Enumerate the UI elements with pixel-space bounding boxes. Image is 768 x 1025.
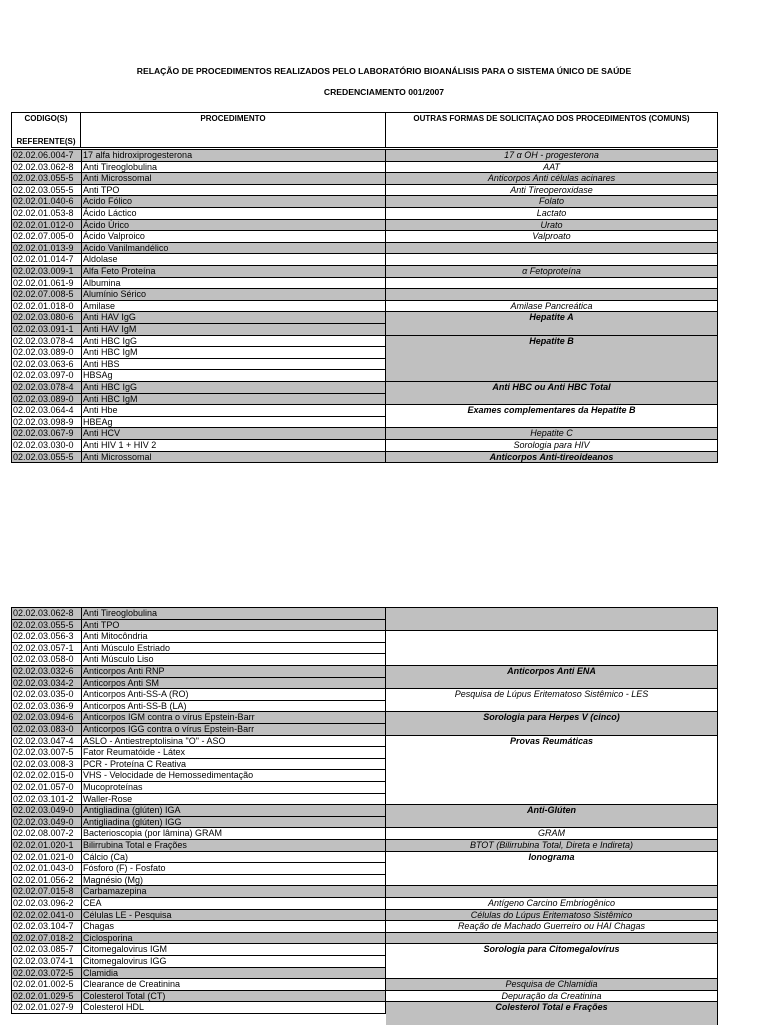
procedure-code: 02.02.03.049-0 <box>13 816 74 827</box>
table-row <box>11 416 386 428</box>
procedure-code: 02.02.03.030-0 <box>13 440 74 450</box>
table-row <box>11 149 386 161</box>
alternate-name-cell: Anticorpos Anti ENA <box>386 665 718 688</box>
table-row <box>11 909 386 921</box>
procedure-name: Ácido Láctico <box>81 208 385 219</box>
procedure-code: 02.02.03.056-3 <box>13 631 74 642</box>
alternate-name-cell: Anti Tireoperoxidase <box>386 184 718 196</box>
table-row <box>11 932 386 944</box>
procedure-name: Células LE - Pesquisa <box>81 910 385 921</box>
table-row <box>11 288 386 300</box>
procedure-code: 02.02.03.083-0 <box>13 724 74 734</box>
procedure-code: 02.02.01.018-0 <box>13 300 74 311</box>
table-row <box>11 781 386 793</box>
alternate-name-cell: Sorologia para HIV <box>386 439 718 451</box>
alternate-name-cell: Anticorpos Anti-tireoideanos <box>386 451 718 463</box>
procedure-code: 02.02.02.041-0 <box>13 909 74 920</box>
alternate-name-cell <box>386 277 718 289</box>
header-outras-formas: OUTRAS FORMAS DE SOLICITAÇAO DOS PROCEDIMENTOS (COMUNS) <box>413 114 690 123</box>
procedure-name: Anti HBC IgM <box>81 347 385 358</box>
alternate-name-cell: Pesquisa de Chlamidia <box>386 978 718 990</box>
procedure-name: Anti HCV <box>81 428 385 439</box>
procedure-code: 02.02.03.078-4 <box>13 382 74 392</box>
alternate-name-cell <box>386 607 718 630</box>
procedure-name: Anticorpos IGG contra o vírus Epstein-Barr <box>81 724 385 735</box>
procedure-name: Anticorpos IGM contra o vírus Epstein-Barr <box>81 712 385 723</box>
table-row <box>11 920 386 932</box>
procedure-name: Clamidia <box>81 968 385 979</box>
table-row <box>11 323 386 335</box>
alternate-name-cell: Hepatite C <box>386 427 718 439</box>
procedure-name: Aldolase <box>81 254 385 265</box>
procedure-code: 02.02.01.040-6 <box>13 196 74 207</box>
table-row <box>11 195 386 207</box>
alternate-name-cell: Antígeno Carcino Embriogênico <box>386 897 718 909</box>
procedure-code: 02.02.01.029-5 <box>13 990 74 1001</box>
procedure-name: Fator Reumatóide - Látex <box>81 747 385 758</box>
procedure-code: 02.02.03.098-9 <box>13 416 74 427</box>
procedure-name: Bilirrubina Total e Frações <box>81 840 385 851</box>
table-row <box>11 184 386 196</box>
procedure-code: 02.02.03.097-0 <box>13 370 74 381</box>
alternate-name-cell: Anticorpos Anti células acinares <box>386 172 718 184</box>
procedure-name: Anti Microssomal <box>81 452 385 463</box>
procedure-code: 02.02.03.035-0 <box>13 689 74 700</box>
table-row <box>11 358 386 370</box>
table-row <box>11 700 386 712</box>
procedure-name: Anticorpos Anti SM <box>81 678 385 689</box>
alternate-name-cell: Anti HBC ou Anti HBC Total <box>386 381 718 404</box>
table-row <box>11 607 386 619</box>
procedure-code: 02.02.01.043-0 <box>13 863 74 874</box>
procedure-name: Anti Tireoglobulina <box>81 608 385 619</box>
procedure-name: Anti Músculo Estriado <box>81 643 385 654</box>
alternate-name-cell <box>386 242 718 254</box>
alternate-name-cell: 17 α OH - progesterona <box>386 149 718 161</box>
procedure-code: 02.02.03.062-8 <box>13 608 74 618</box>
table-row <box>11 885 386 897</box>
procedure-code: 02.02.03.055-5 <box>13 451 74 462</box>
table-row <box>11 335 386 347</box>
procedure-name: Citomegalovirus IGM <box>81 944 385 955</box>
procedure-name: Citomegalovirus IGG <box>81 956 385 967</box>
alternate-name-cell: GRAM <box>386 827 718 839</box>
table-row <box>11 630 386 642</box>
alternate-name-cell: Ionograma <box>386 851 718 886</box>
alternate-name-cell: Depuração da Creatinina <box>386 990 718 1002</box>
procedure-name: Acido Fólico <box>81 196 385 207</box>
procedure-code: 02.02.03.063-6 <box>13 358 74 369</box>
procedure-code: 02.02.01.021-0 <box>13 851 74 862</box>
procedure-code: 02.02.03.047-4 <box>13 735 74 746</box>
procedure-name: Anti TPO <box>81 620 385 631</box>
procedure-code: 02.02.07.015-8 <box>13 886 74 897</box>
procedure-code: 02.02.03.055-5 <box>13 184 74 195</box>
alternate-name-cell: Sorologia para Citomegalovírus <box>386 943 718 978</box>
procedure-name: Anti HBC IgG <box>81 382 385 393</box>
procedure-code: 02.02.07.018-2 <box>13 932 74 943</box>
procedure-name: Ciclosporina <box>81 933 385 944</box>
procedure-name: Acido Vanilmandélico <box>81 243 385 254</box>
procedure-code: 02.02.01.002-5 <box>13 979 74 990</box>
procedure-name: Antigliadina (glúten) IGA <box>81 805 385 816</box>
procedure-code: 02.02.03.032-6 <box>13 666 74 676</box>
table-row <box>11 1001 386 1013</box>
document-title: RELAÇÃO DE PROCEDIMENTOS REALIZADOS PELO LABORATÓRIO BIOANÁLISIS PARA O SISTEMA ÚNICO DE SAÚDE <box>136 66 632 76</box>
procedure-code: 02.02.01.020-1 <box>13 840 74 850</box>
procedure-code: 02.02.03.067-9 <box>13 428 74 439</box>
procedure-code: 02.02.03.007-5 <box>13 747 74 758</box>
table-row <box>11 816 386 828</box>
alternate-name-cell <box>386 932 718 944</box>
table-row <box>11 967 386 979</box>
alternate-name-cell: Provas Reumáticas <box>386 735 718 805</box>
table-row <box>11 172 386 184</box>
procedure-code: 02.02.03.085-7 <box>13 944 74 955</box>
procedure-name: Anticorpos Anti-SS-B (LA) <box>81 701 385 712</box>
table-row <box>11 688 386 700</box>
procedure-code: 02.02.03.089-0 <box>13 393 74 404</box>
procedure-name: Clearance de Creatinina <box>81 979 385 990</box>
alternate-name-cell <box>386 630 718 665</box>
table-row <box>11 804 386 816</box>
table-row <box>11 793 386 805</box>
table-row <box>11 369 386 381</box>
table-row <box>11 404 386 416</box>
procedure-name: Ácido Valproico <box>81 231 385 242</box>
table-row <box>11 219 386 231</box>
table-row <box>11 230 386 242</box>
table-row <box>11 665 386 677</box>
procedure-code: 02.02.03.058-0 <box>13 654 74 665</box>
alternate-name-cell: Sorologia para Herpes V (cinco) <box>386 711 718 734</box>
procedure-name: PCR - Proteína C Reativa <box>81 759 385 770</box>
procedure-code: 02.02.01.061-9 <box>13 277 74 288</box>
procedure-name: Anti Tireoglobulina <box>81 162 385 173</box>
alternate-name-cell: α Fetoproteína <box>386 265 718 277</box>
procedure-name: Bacterioscopia (por lâmina) GRAM <box>81 828 385 839</box>
procedure-name: Carbamazepina <box>81 886 385 897</box>
procedure-code: 02.02.03.055-5 <box>13 619 74 630</box>
table-row <box>11 642 386 654</box>
procedure-name: ASLO - Antiestreptolisina "O" - ASO <box>81 736 385 747</box>
table-row <box>11 827 386 839</box>
header-codigo: CODIGO(S) <box>24 114 68 123</box>
procedure-name: Anti HBC IgM <box>81 394 385 405</box>
procedure-code: 02.02.03.080-6 <box>13 312 74 323</box>
table-row <box>11 746 386 758</box>
procedure-name: Anti HAV IgG <box>81 312 385 323</box>
procedure-name: Chagas <box>81 921 385 932</box>
alternate-name-cell <box>386 288 718 300</box>
table-row <box>11 955 386 967</box>
table-row <box>11 207 386 219</box>
table-bottom-border <box>11 1013 386 1014</box>
table-row <box>11 723 386 735</box>
procedure-code: 02.02.03.089-0 <box>13 347 74 358</box>
table-row <box>11 619 386 631</box>
procedure-name: Anti TPO <box>81 185 385 196</box>
alternate-name-cell: Hepatite A <box>386 311 718 334</box>
procedure-name: HBSAg <box>81 370 385 381</box>
procedure-code: 02.02.03.074-1 <box>13 956 74 966</box>
procedure-code: 02.02.01.014-7 <box>13 254 74 265</box>
table-row <box>11 839 386 851</box>
table-row <box>11 300 386 312</box>
header-procedimento: PROCEDIMENTO <box>81 113 386 147</box>
procedure-code: 02.02.03.049-0 <box>13 805 74 816</box>
table-row <box>11 943 386 955</box>
procedure-name: Amilase <box>81 301 385 312</box>
alternate-name-cell: Pesquisa de Lúpus Eritematoso Sistêmico - LES <box>386 688 718 711</box>
procedure-name: Alumínio Sérico <box>81 289 385 300</box>
procedure-name: Waller-Rose <box>81 794 385 805</box>
procedure-code: 02.02.03.062-8 <box>13 161 74 172</box>
table-row <box>11 253 386 265</box>
procedure-code: 02.02.02.015-0 <box>13 770 74 781</box>
procedure-name: Anti HAV IgM <box>81 324 385 335</box>
alternate-name-cell: Colesterol Total e Frações <box>386 1001 718 1024</box>
table-row <box>11 311 386 323</box>
procedure-code: 02.02.03.101-2 <box>13 793 74 804</box>
header-referente: REFERENTE(S) <box>16 137 76 146</box>
procedure-code: 02.02.01.053-8 <box>13 208 74 218</box>
procedure-code: 02.02.01.013-9 <box>13 242 74 253</box>
procedure-name: Anti HBC IgG <box>81 336 385 347</box>
table-row <box>11 862 386 874</box>
table-row <box>11 439 386 451</box>
header-codigo-cell <box>12 113 81 147</box>
procedure-code: 02.02.03.094-6 <box>13 712 74 723</box>
procedure-name: Anti Mitocôndria <box>81 631 385 642</box>
procedure-code: 02.02.03.036-9 <box>13 700 74 711</box>
table-row <box>11 990 386 1002</box>
table-row <box>11 758 386 770</box>
alternate-name-cell <box>386 253 718 265</box>
table-row <box>11 277 386 289</box>
table-bottom-border <box>11 462 718 463</box>
procedure-code: 02.02.03.008-3 <box>13 758 74 769</box>
procedure-code: 02.02.03.078-4 <box>13 335 74 346</box>
procedure-name: Anti HIV 1 + HIV 2 <box>81 440 385 451</box>
procedure-name: Albumina <box>81 278 385 289</box>
table-row <box>11 978 386 990</box>
procedure-name: Anti HBS <box>81 359 385 370</box>
procedure-code: 02.02.01.012-0 <box>13 219 74 230</box>
procedure-name: Anti Microssomal <box>81 173 385 184</box>
alternate-name-cell: Valproato <box>386 230 718 242</box>
table-row <box>11 242 386 254</box>
table-row <box>11 677 386 689</box>
procedure-name: Anti Hbe <box>81 405 385 416</box>
procedure-code: 02.02.03.091-1 <box>13 324 74 334</box>
document-subtitle: CREDENCIAMENTO 001/2007 <box>323 87 445 97</box>
alternate-name-cell: BTOT (Bilirrubina Total, Direta e Indireta) <box>386 839 718 851</box>
procedure-name: Cálcio (Ca) <box>81 852 385 863</box>
procedure-code: 02.02.01.057-0 <box>13 782 74 792</box>
procedure-code: 02.02.08.007-2 <box>13 828 74 839</box>
table-row <box>11 265 386 277</box>
table-row <box>11 346 386 358</box>
table-row <box>11 653 386 665</box>
table-row <box>11 711 386 723</box>
alternate-name-cell: Reação de Machado Guerreiro ou HAI Chagas <box>386 920 718 932</box>
table-row <box>11 874 386 886</box>
procedure-code: 02.02.07.008-5 <box>13 289 74 300</box>
table-row <box>11 851 386 863</box>
table-row <box>11 897 386 909</box>
procedure-name: VHS - Velocidade de Hemossedimentação <box>81 770 385 781</box>
alternate-name-cell: Urato <box>386 219 718 231</box>
procedure-code: 02.02.06.004-7 <box>13 150 74 160</box>
procedure-code: 02.02.03.057-1 <box>13 642 74 653</box>
table-row <box>11 381 386 393</box>
table-row <box>11 451 386 463</box>
procedure-code: 02.02.03.009-1 <box>13 266 74 276</box>
procedure-code: 02.02.03.104-7 <box>13 921 74 932</box>
alternate-name-cell: Lactato <box>386 207 718 219</box>
procedure-name: Anticorpos Anti-SS-A (RO) <box>81 689 385 700</box>
procedure-code: 02.02.01.027-9 <box>13 1002 74 1013</box>
procedure-name: Magnésio (Mg) <box>81 875 385 886</box>
procedure-code: 02.02.03.064-4 <box>13 405 74 416</box>
alternate-name-cell <box>386 885 718 897</box>
alternate-name-cell: Hepatite B <box>386 335 718 381</box>
procedure-name: Alfa Feto Proteína <box>81 266 385 277</box>
table-header <box>11 112 718 148</box>
table-row <box>11 393 386 405</box>
procedure-name: Colesterol Total (CT) <box>81 991 385 1002</box>
procedure-code: 02.02.03.034-2 <box>13 677 74 688</box>
alternate-name-cell: Exames complementares da Hepatite B <box>386 404 718 427</box>
procedure-code: 02.02.01.056-2 <box>13 874 74 885</box>
procedure-name: Ácido Úrico <box>81 220 385 231</box>
table-row <box>11 735 386 747</box>
procedure-name: Fósforo (F) - Fosfato <box>81 863 385 874</box>
table-row <box>11 769 386 781</box>
procedure-code: 02.02.07.005-0 <box>13 231 74 242</box>
procedure-name: Antigliadina (glúten) IGG <box>81 817 385 828</box>
procedure-name: Anti Músculo Liso <box>81 654 385 665</box>
procedure-code: 02.02.03.055-5 <box>13 173 74 184</box>
table-row <box>11 427 386 439</box>
procedure-name: Mucoproteínas <box>81 782 385 793</box>
procedure-code: 02.02.03.096-2 <box>13 898 74 908</box>
procedure-name: HBEAg <box>81 417 385 428</box>
alternate-name-cell: Anti-Glúten <box>386 804 718 827</box>
procedure-name: CEA <box>81 898 385 909</box>
procedure-name: Colesterol HDL <box>81 1002 385 1013</box>
procedure-name: 17 alfa hidroxiprogesterona <box>81 150 385 161</box>
table-row <box>11 161 386 173</box>
alternate-name-cell: Folato <box>386 195 718 207</box>
procedure-code: 02.02.03.072-5 <box>13 967 74 978</box>
alternate-name-cell: Células do Lúpus Eritematoso Sistêmico <box>386 909 718 921</box>
alternate-name-cell: AAT <box>386 161 718 173</box>
procedure-name: Anticorpos Anti RNP <box>81 666 385 677</box>
alternate-name-cell: Amilase Pancreática <box>386 300 718 312</box>
